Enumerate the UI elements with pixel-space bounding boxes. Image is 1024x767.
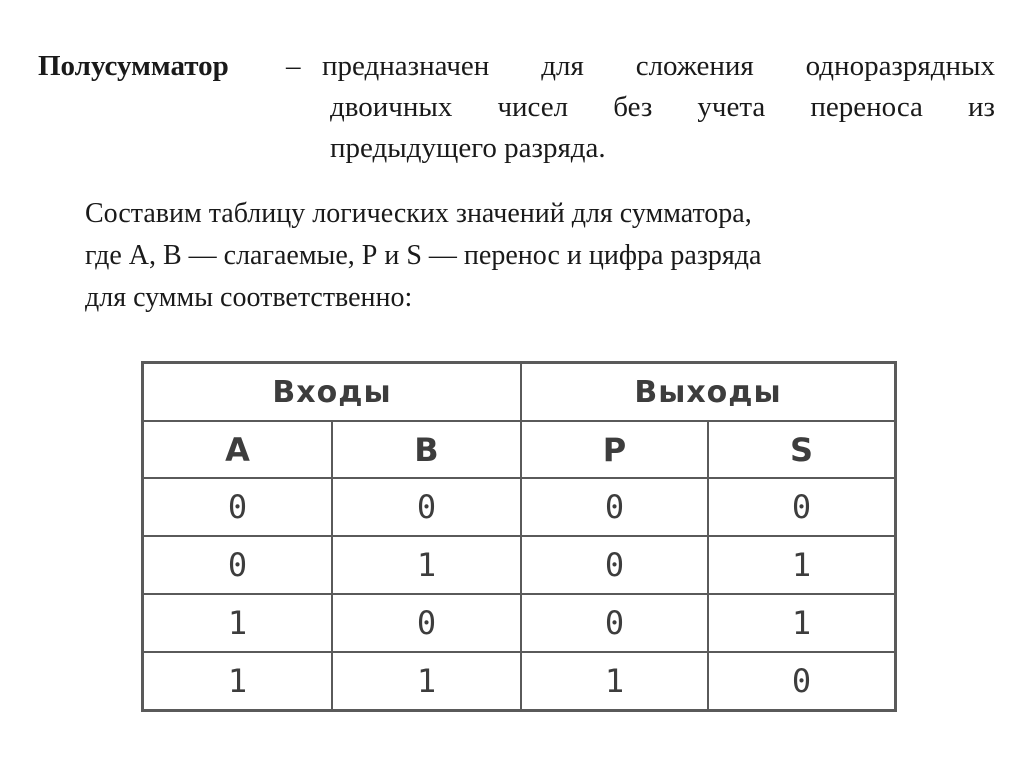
definition-line-1: предназначен для сложения одноразрядных [322, 50, 995, 82]
column-header-p: P [521, 421, 708, 478]
table-cell: 0 [521, 594, 708, 652]
table-cell: 0 [521, 536, 708, 594]
table-row [143, 478, 896, 536]
table-cell: 1 [143, 652, 333, 711]
table-row [143, 536, 896, 594]
table-cell: 1 [708, 594, 896, 652]
table-cell: 1 [332, 536, 521, 594]
group-header-inputs: Входы [143, 363, 522, 422]
table-cell: 0 [332, 478, 521, 536]
definition-term: Полусумматор [38, 50, 229, 82]
definition-line-2: двоичных чисел без учета переноса из [330, 91, 995, 123]
table-cell: 0 [143, 478, 333, 536]
paragraph-line-3: для суммы соответственно: [85, 282, 413, 313]
table-cell: 1 [708, 536, 896, 594]
group-header-outputs: Выходы [521, 363, 896, 422]
truth-table [141, 361, 897, 712]
definition-dash: – [286, 50, 301, 82]
paragraph-line-1: Составим таблицу логических значений для сумматора, [85, 198, 752, 229]
table-cell: 1 [521, 652, 708, 711]
table-cell: 1 [143, 594, 333, 652]
table-cell: 1 [332, 652, 521, 711]
column-header-a: A [143, 421, 333, 478]
table-cell: 0 [143, 536, 333, 594]
table-row [143, 594, 896, 652]
column-header-b: B [332, 421, 521, 478]
table-cell: 0 [521, 478, 708, 536]
paragraph-line-2: где А, В — слагаемые, Р и S — перенос и цифра разряда [85, 240, 762, 271]
column-header-s: S [708, 421, 896, 478]
table-cell: 0 [332, 594, 521, 652]
table-cell: 0 [708, 652, 896, 711]
table-cell: 0 [708, 478, 896, 536]
definition-line-3: предыдущего разряда. [330, 132, 606, 164]
table-row [143, 652, 896, 711]
